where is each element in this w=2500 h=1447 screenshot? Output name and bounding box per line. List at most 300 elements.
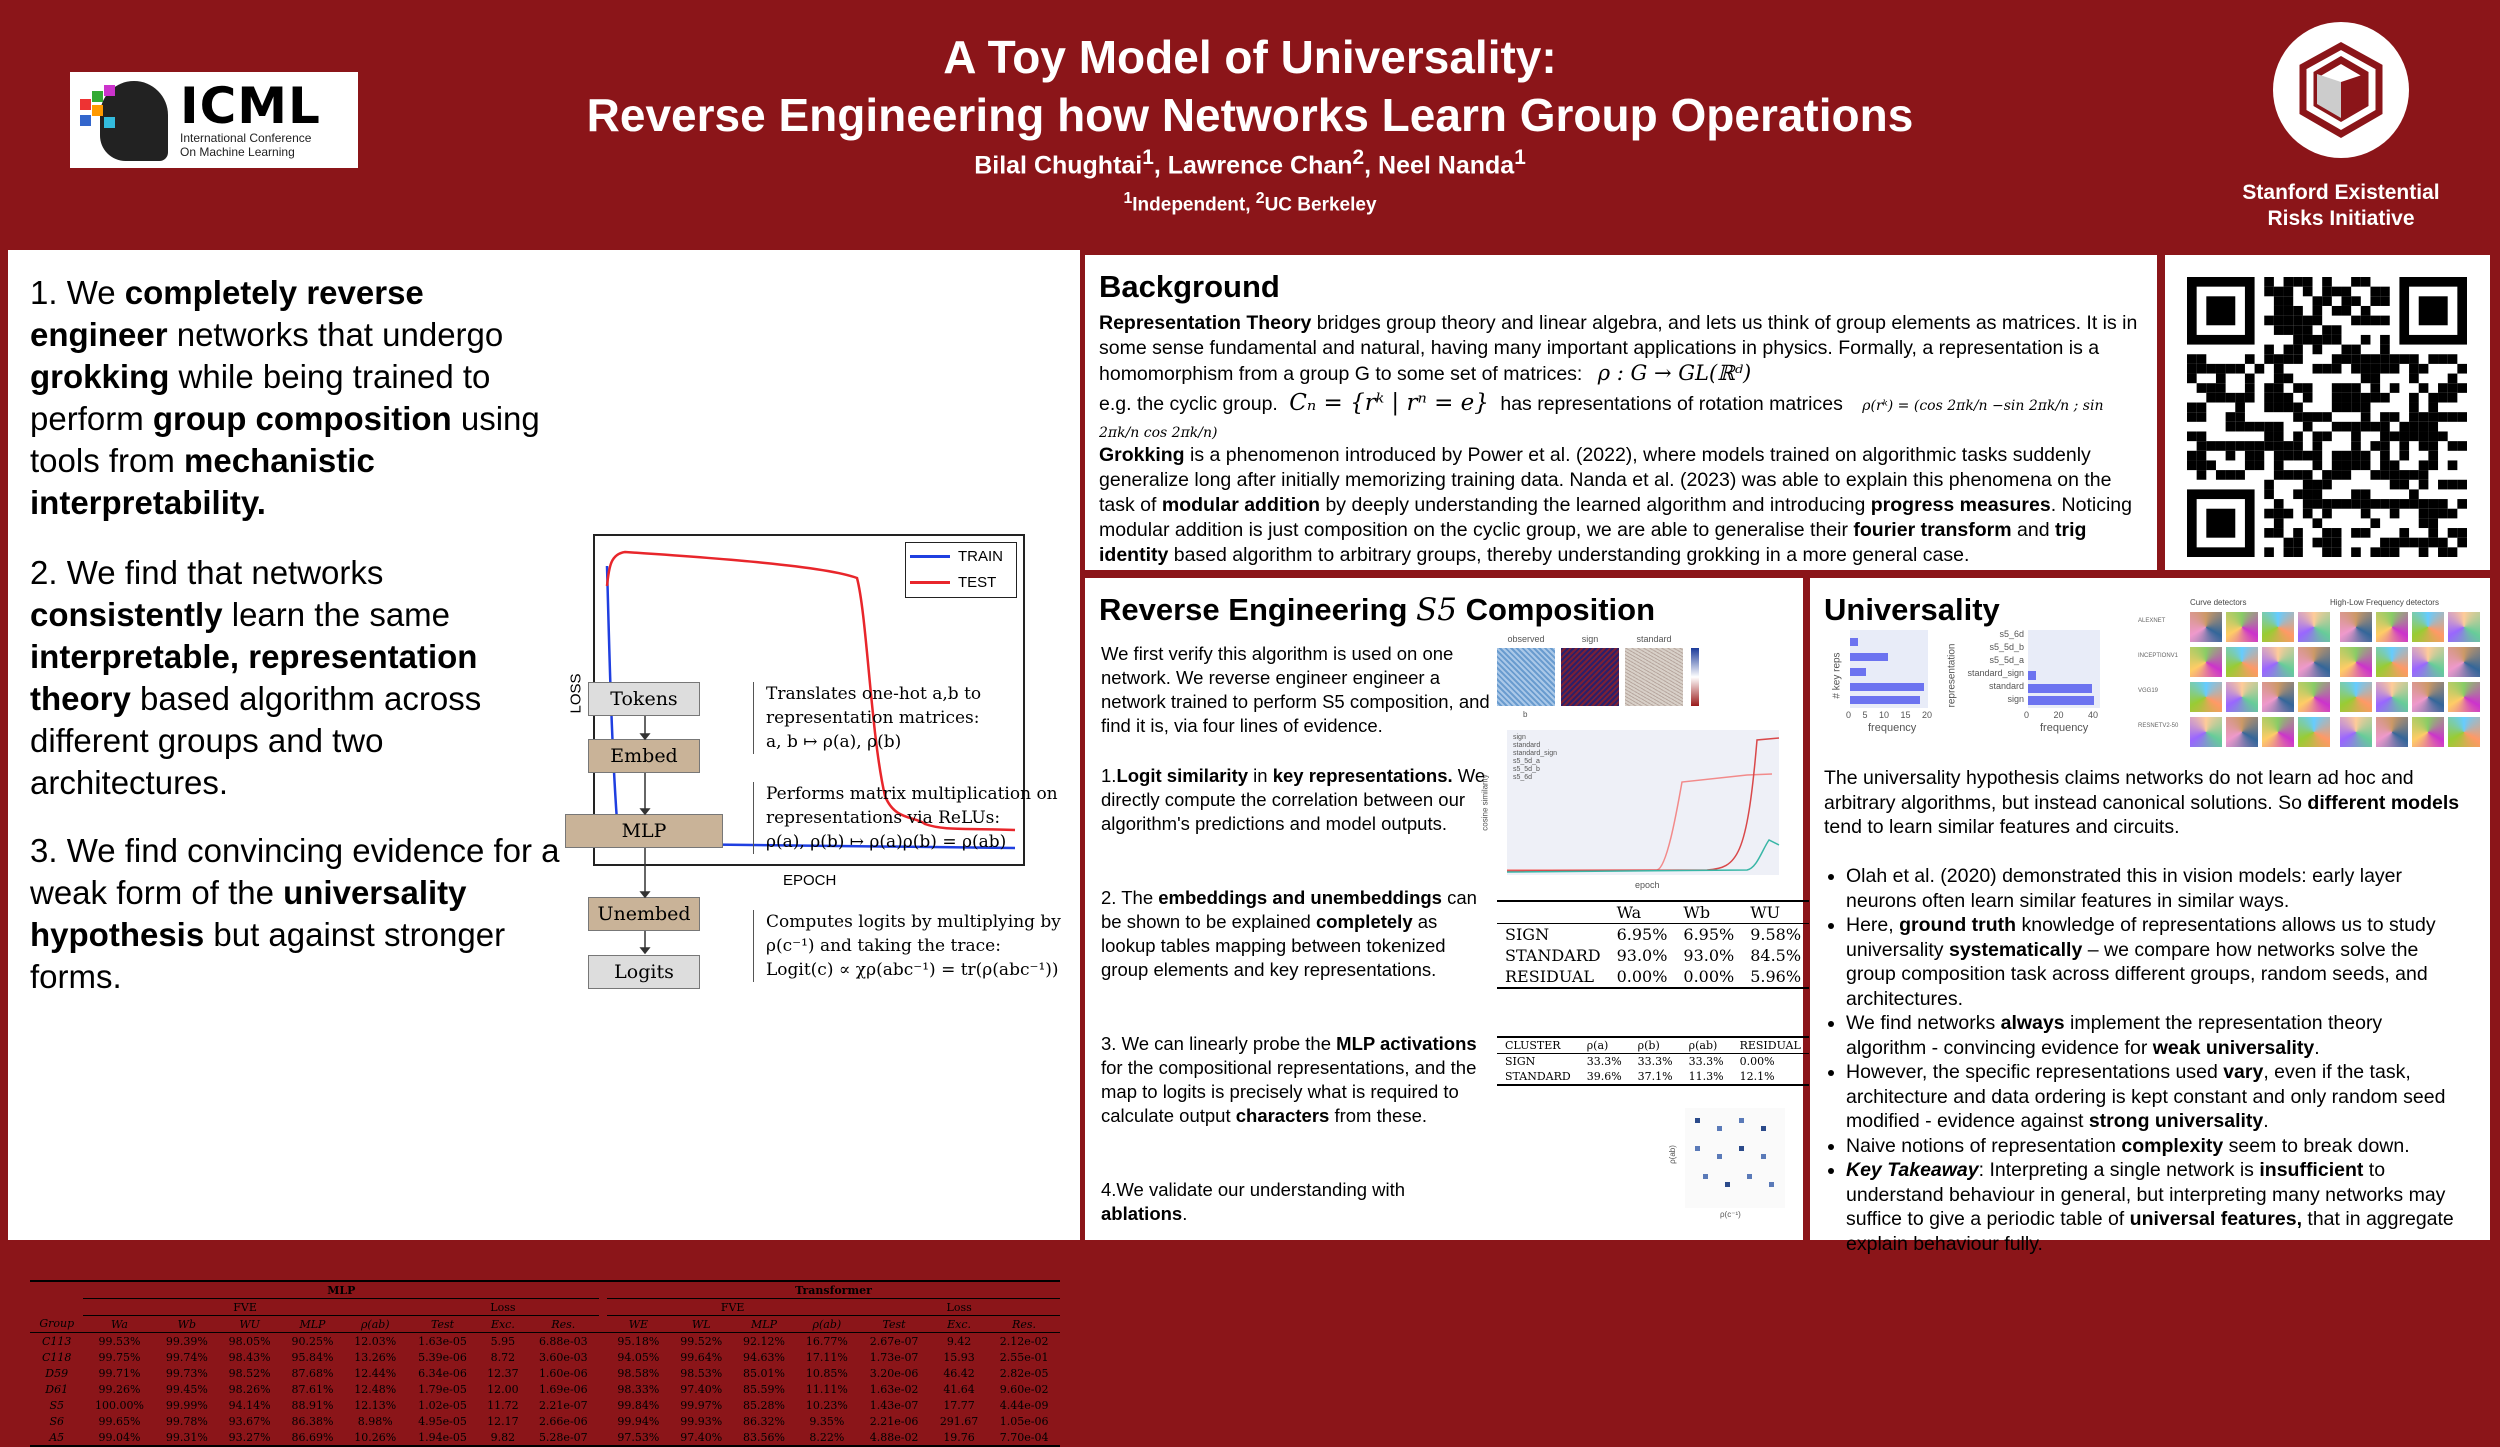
flow-tokens: Tokens xyxy=(588,682,700,716)
table-cell: 99.52% xyxy=(680,1334,723,1348)
table-col-transformer: Exc. xyxy=(930,1316,988,1333)
flow-unembed: Unembed xyxy=(588,897,700,931)
table-cell: 94.14% xyxy=(228,1398,271,1412)
flow-embed: Embed xyxy=(588,739,700,773)
table-cell: 86.69% xyxy=(291,1430,334,1444)
feature-tile xyxy=(2262,682,2294,712)
table-cell: 1.63e-02 xyxy=(869,1382,919,1396)
small-table-cell: SIGN xyxy=(1505,1055,1536,1068)
eq-cyclic: Cₙ = {rᵏ | rⁿ = e} xyxy=(1289,390,1489,416)
flow-logits: Logits xyxy=(588,955,700,989)
table-fve-mlp: FVE xyxy=(83,1299,406,1316)
grid-row-label: INCEPTIONV1 xyxy=(2138,653,2179,659)
table-cell: 12.03% xyxy=(354,1334,397,1348)
table-cell: 99.39% xyxy=(165,1334,208,1348)
bar1-bar xyxy=(1850,696,1920,704)
heatmap-sign xyxy=(1561,648,1619,706)
cosine-line-sign xyxy=(1507,774,1772,870)
universality-bullets xyxy=(1824,864,2464,1256)
table-cell: 97.40% xyxy=(680,1430,723,1444)
table-cell: 15.93 xyxy=(943,1350,975,1364)
table-cell: 99.94% xyxy=(617,1414,660,1428)
table-cell: 97.53% xyxy=(617,1430,660,1444)
feature-tile xyxy=(2190,647,2222,677)
icml-logo xyxy=(70,72,358,168)
cosine-legend-standard-sign: standard_sign xyxy=(1513,750,1557,757)
table-cell: 12.13% xyxy=(354,1398,397,1412)
table-cell: 17.11% xyxy=(805,1350,848,1364)
bullet-takeaway: • Key Takeaway: Interpreting a single network is insufficient to understand behaviour in general, but interpreting many networks may suffice to give a periodic table of universal features, that in aggregate explain behaviour fully. xyxy=(1846,1158,2464,1256)
small-table-header: Wb xyxy=(1683,903,1711,922)
feature-tile xyxy=(2448,682,2480,712)
table-cell: 1.73e-07 xyxy=(869,1350,919,1364)
flow-desc-embed: Translates one-hot a,b to representation matrices: a, b ↦ ρ(a), ρ(b) xyxy=(753,682,1063,754)
background-para-2: e.g. the cyclic group. Cₙ = {rᵏ | rⁿ = e} has representations of rotation matrices ρ(rᵏ) = (cos 2πk/n −sin 2πk/n ; sin 2πk/n cos 2πk/n) xyxy=(1099,390,2104,441)
table-cell: 85.01% xyxy=(743,1366,785,1380)
feature-tile xyxy=(2262,647,2294,677)
table-cell: 4.95e-05 xyxy=(418,1414,467,1428)
bar1-bar xyxy=(1850,638,1858,646)
feature-tile xyxy=(2190,682,2222,712)
table-cell: 1.94e-05 xyxy=(418,1430,467,1444)
cosine-legend-s5-5d-b: s5_5d_b xyxy=(1513,766,1540,773)
scatter-point xyxy=(1695,1118,1700,1123)
table-cell: 4.44e-09 xyxy=(999,1398,1049,1412)
table-transformer-header: Transformer xyxy=(607,1281,1060,1299)
scatter-point xyxy=(1695,1146,1700,1151)
table-cell: 86.38% xyxy=(291,1414,334,1428)
table-cell: 99.65% xyxy=(98,1414,141,1428)
flow-desc-unembed: Computes logits by multiplying by ρ(c⁻¹) and taking the trace: Logit(c) ∝ χρ(abc⁻¹) = tr(ρ(abc⁻¹)) xyxy=(753,910,1073,982)
cosine-xlabel: epoch xyxy=(1635,880,1660,890)
small-table-header: Wa xyxy=(1616,903,1642,922)
table-cell: 1.02e-05 xyxy=(418,1398,467,1412)
table-cell: 87.61% xyxy=(291,1382,334,1396)
table-cell: 19.76 xyxy=(943,1430,975,1444)
feature-tile xyxy=(2412,612,2444,642)
table-col-mlp: WU xyxy=(218,1316,281,1333)
table-cell: 83.56% xyxy=(743,1430,785,1444)
feature-tile xyxy=(2298,612,2330,642)
bar1-tick: 20 xyxy=(1921,710,1932,720)
feature-tile xyxy=(2448,612,2480,642)
table-cell: 13.26% xyxy=(354,1350,397,1364)
feature-tile xyxy=(2412,647,2444,677)
author-3: , Neel Nanda xyxy=(1364,151,1515,180)
bar2-ticks xyxy=(2024,710,2098,720)
table-cell: 10.26% xyxy=(354,1430,397,1444)
table-col-transformer: WE xyxy=(607,1316,670,1333)
hilo-detectors-label: High-Low Frequency detectors xyxy=(2330,598,2439,607)
bar2-category: s5_5d_a xyxy=(1989,655,2024,665)
bar2-tick: 0 xyxy=(2024,710,2030,720)
feature-tile xyxy=(2412,682,2444,712)
loss-y-label: LOSS xyxy=(567,673,585,714)
reverse-intro: We first verify this algorithm is used on one network. We reverse engineer engineer a network trained to perform S5 composition, and find it is, via four lines of evidence. xyxy=(1101,643,1490,736)
scatter-point xyxy=(1703,1174,1708,1179)
author-2-affil: 2 xyxy=(1352,146,1365,169)
heatmap-standard xyxy=(1625,648,1683,706)
small-table-cell: 0.00% xyxy=(1616,967,1668,986)
table-cell: 9.35% xyxy=(809,1414,845,1428)
table-cell: 2.67e-07 xyxy=(869,1334,919,1348)
flow-mlp: MLP xyxy=(565,814,723,848)
bar1-ticks xyxy=(1846,710,1932,720)
icml-head-icon xyxy=(78,77,174,163)
small-table-row xyxy=(1497,1054,1809,1070)
small-table-cell: 37.1% xyxy=(1637,1070,1673,1083)
small-table-cell: SIGN xyxy=(1505,925,1550,944)
table-col-mlp: Exc. xyxy=(478,1316,527,1333)
small-table-header: ρ(b) xyxy=(1637,1039,1660,1052)
bar1-xlabel: frequency xyxy=(1868,722,1917,734)
poster-title xyxy=(420,28,2080,144)
small-table-header: ρ(a) xyxy=(1586,1039,1609,1052)
table-cell: 93.67% xyxy=(228,1414,271,1428)
small-table-header: CLUSTER xyxy=(1505,1039,1561,1052)
bar2-categories xyxy=(1960,628,2024,706)
loss-legend xyxy=(905,542,1017,598)
scatter-point xyxy=(1769,1182,1774,1187)
affil-1: Independent, xyxy=(1132,194,1256,216)
feature-tile xyxy=(2190,717,2222,747)
table-cell: 97.40% xyxy=(680,1382,723,1396)
scatter-point xyxy=(1739,1118,1744,1123)
table-cell: D61 xyxy=(45,1382,69,1396)
scatter-point xyxy=(1739,1146,1744,1151)
bar2-xlabel: frequency xyxy=(2040,722,2089,734)
small-table-row xyxy=(1497,1069,1809,1085)
scatter-point xyxy=(1761,1126,1766,1131)
bar2-category: s5_5d_b xyxy=(1989,642,2024,652)
feature-tile xyxy=(2190,612,2222,642)
table-cell: 99.97% xyxy=(680,1398,723,1412)
author-1-affil: 1 xyxy=(1142,146,1154,169)
feature-tile xyxy=(2226,682,2258,712)
table-cell: 98.43% xyxy=(228,1350,271,1364)
poster-header xyxy=(0,0,2500,240)
table-cell: 93.27% xyxy=(228,1430,271,1444)
table-cell: 6.34e-06 xyxy=(418,1366,467,1380)
scatter-point xyxy=(1717,1154,1722,1159)
table-cell: 99.93% xyxy=(680,1414,723,1428)
table-cell: 1.79e-05 xyxy=(418,1382,467,1396)
feature-tile xyxy=(2262,612,2294,642)
table-cell: 12.48% xyxy=(354,1382,397,1396)
table-cell: 1.43e-07 xyxy=(869,1398,919,1412)
title-line-2: Reverse Engineering how Networks Learn Group Operations xyxy=(586,89,1914,141)
background-title: Background xyxy=(1099,269,1280,304)
universality-intro: The universality hypothesis claims networks do not learn ad hoc and arbitrary algorithms, but instead canonical solutions. So different models tend to learn similar features and circuits. xyxy=(1824,767,2460,838)
bar1-bar xyxy=(1850,683,1924,691)
seri-name xyxy=(2210,180,2472,232)
small-table-cell: 93.0% xyxy=(1683,946,1735,965)
heatmap-observed xyxy=(1497,648,1555,706)
table-cell: 3.60e-03 xyxy=(538,1350,588,1364)
feature-tile xyxy=(2376,682,2408,712)
table-cell: 9.42 xyxy=(946,1334,972,1348)
bar2-tick: 20 xyxy=(2053,710,2064,720)
table-col-mlp: MLP xyxy=(281,1316,344,1333)
table-cell: 2.21e-07 xyxy=(538,1398,588,1412)
feature-tile xyxy=(2340,612,2372,642)
feature-tile xyxy=(2340,682,2372,712)
cosine-ylabel: cosine similarity xyxy=(1480,774,1490,831)
cosine-chart xyxy=(1507,730,1779,875)
small-table-cell: 39.6% xyxy=(1586,1070,1622,1083)
bar2-ylabel: representation xyxy=(1946,643,1958,708)
table-col-transformer: WL xyxy=(670,1316,733,1333)
feature-tile xyxy=(2226,717,2258,747)
scatter-point xyxy=(1761,1154,1766,1159)
table-cell: 1.60e-06 xyxy=(538,1366,588,1380)
small-table-row xyxy=(1497,945,1809,966)
reverse-title: Reverse Engineering S5 Composition xyxy=(1099,592,1656,628)
evidence-2: 2. The embeddings and unembeddings can be shown to be explained completely as lookup tables mapping between tokenized group elements and key representations. xyxy=(1101,887,1477,980)
small-table-header: RESIDUAL xyxy=(1739,1039,1801,1052)
heatmap-label-sign: sign xyxy=(1581,634,1599,644)
feature-tile xyxy=(2340,717,2372,747)
small-table-cell: 33.3% xyxy=(1637,1055,1673,1068)
table-cell: 4.88e-02 xyxy=(869,1430,919,1444)
small-table-cell: 84.5% xyxy=(1750,946,1802,965)
heatmap-xlabel: b xyxy=(1523,710,1528,719)
small-table-cell: 0.00% xyxy=(1739,1055,1775,1068)
affil-1-sup: 1 xyxy=(1123,190,1133,207)
table-cell: 2.55e-01 xyxy=(999,1350,1049,1364)
table-cell: 2.21e-06 xyxy=(869,1414,919,1428)
table-cell: 95.84% xyxy=(291,1350,334,1364)
qr-panel[interactable] xyxy=(2165,255,2490,570)
feature-tile xyxy=(2412,717,2444,747)
small-table-cell: 93.0% xyxy=(1616,946,1668,965)
grid-row-label: RESNETV2-50 xyxy=(2138,723,2179,729)
bullet-complexity: • Naive notions of representation complexity seem to break down. xyxy=(1846,1134,2464,1159)
authors xyxy=(420,146,2080,180)
flow-arrows xyxy=(638,716,652,956)
table-cell: 99.31% xyxy=(165,1430,208,1444)
table-cell: D59 xyxy=(45,1366,69,1380)
bar2-bar xyxy=(2028,696,2094,705)
table-cell: 99.45% xyxy=(165,1382,208,1396)
small-table-header: ρ(ab) xyxy=(1688,1039,1718,1052)
table-cell: 99.04% xyxy=(98,1430,141,1444)
icml-wordmark: ICML xyxy=(180,77,321,135)
scatter-xlabel: ρ(c⁻¹) xyxy=(1720,1210,1741,1219)
heatmap-colorbar xyxy=(1691,648,1699,706)
table-mlp-header: MLP xyxy=(83,1281,599,1299)
cluster-table xyxy=(1497,1036,1809,1086)
legend-train: TRAIN xyxy=(958,547,1003,565)
table-cell: 12.17 xyxy=(487,1414,519,1428)
author-3-affil: 1 xyxy=(1514,146,1526,169)
bar2-bar xyxy=(2028,671,2036,680)
table-cell: 99.74% xyxy=(165,1350,208,1364)
feature-tile xyxy=(2298,647,2330,677)
small-table-cell: RESIDUAL xyxy=(1505,967,1595,986)
small-table-header: WU xyxy=(1750,903,1781,922)
results-table xyxy=(30,1280,1060,1447)
scatter-point xyxy=(1725,1182,1730,1187)
claim-1: 1. We completely reverse engineer networks that undergo grokking while being trained to perform group composition using tools from mechanistic interpretability. xyxy=(30,274,540,521)
table-row xyxy=(30,1381,1060,1397)
table-cell: 99.64% xyxy=(680,1350,723,1364)
table-group-col: Group xyxy=(30,1316,83,1333)
bar2-category: s5_6d xyxy=(1999,629,2024,639)
table-cell: C113 xyxy=(42,1334,72,1348)
table-cell: 94.63% xyxy=(743,1350,785,1364)
evidence-3: 3. We can linearly probe the MLP activations for the compositional representations, and the map to logits is precisely what is required to calculate output characters from these. xyxy=(1101,1033,1477,1126)
table-cell: 99.26% xyxy=(98,1382,141,1396)
table-cell: 5.95 xyxy=(490,1334,516,1348)
table-cell: 1.69e-06 xyxy=(538,1382,588,1396)
title-line-1: A Toy Model of Universality: xyxy=(943,31,1557,83)
cosine-line-standard-sign xyxy=(1507,840,1779,872)
claim-2: 2. We find that networks consistently learn the same interpretable, representation theory based algorithm across different groups and two architectures. xyxy=(30,554,482,801)
bar-chart-key-reps xyxy=(1850,630,1928,708)
bar2-category: standard_sign xyxy=(1967,668,2024,678)
table-cell: 86.32% xyxy=(743,1414,785,1428)
author-2: , Lawrence Chan xyxy=(1153,151,1353,180)
fve-table xyxy=(1497,900,1809,989)
table-cell: 12.00 xyxy=(487,1382,519,1396)
table-cell: 8.22% xyxy=(809,1430,845,1444)
table-cell: 2.82e-05 xyxy=(999,1366,1049,1380)
table-row xyxy=(30,1349,1060,1365)
table-cell: 99.73% xyxy=(165,1366,208,1380)
bar2-category: standard xyxy=(1988,681,2024,691)
bar1-tick: 0 xyxy=(1846,710,1852,720)
feature-visualization-grid xyxy=(2138,612,2478,752)
universality-panel xyxy=(1810,578,2490,1255)
bar1-tick: 5 xyxy=(1862,710,1868,720)
feature-tile xyxy=(2448,647,2480,677)
table-row xyxy=(30,1365,1060,1381)
table-cell: 3.20e-06 xyxy=(869,1366,919,1380)
table-cell: 99.84% xyxy=(617,1398,660,1412)
table-cell: 1.05e-06 xyxy=(999,1414,1049,1428)
table-cell: 98.53% xyxy=(680,1366,723,1380)
table-cell: 90.25% xyxy=(291,1334,334,1348)
heatmap-label-observed: observed xyxy=(1507,634,1545,644)
small-table-cell: STANDARD xyxy=(1505,1070,1571,1083)
table-cell: 5.39e-06 xyxy=(418,1350,467,1364)
eq-representation: ρ : G → GL(ℝᵈ) xyxy=(1597,361,1752,385)
table-cell: S6 xyxy=(49,1414,64,1428)
author-1: Bilal Chughtai xyxy=(974,151,1143,180)
table-col-transformer: MLP xyxy=(733,1316,796,1333)
small-table-row xyxy=(1497,966,1809,988)
heatmap-label-standard: standard xyxy=(1636,634,1672,644)
table-cell: 11.11% xyxy=(805,1382,848,1396)
cosine-legend-standard: standard xyxy=(1513,742,1541,749)
bar1-bar xyxy=(1850,653,1888,661)
table-cell: 1.63e-05 xyxy=(418,1334,467,1348)
seri-line-2: Risks Initiative xyxy=(2267,207,2415,230)
seri-logo-icon xyxy=(2273,22,2409,158)
qr-code-icon[interactable] xyxy=(2187,277,2467,557)
feature-tile xyxy=(2340,647,2372,677)
table-cell: 9.60e-02 xyxy=(999,1382,1049,1396)
table-cell: 98.58% xyxy=(617,1366,660,1380)
cosine-legend xyxy=(1513,734,1557,782)
table-cell: 291.67 xyxy=(939,1414,979,1428)
affiliations xyxy=(420,190,2080,216)
table-col-mlp: Res. xyxy=(527,1316,599,1333)
table-col-mlp: ρ(ab) xyxy=(344,1316,407,1333)
table-cell: A5 xyxy=(49,1430,65,1444)
table-loss-mlp: Loss xyxy=(407,1299,599,1316)
small-table-cell: 11.3% xyxy=(1688,1070,1724,1083)
reverse-engineering-panel xyxy=(1085,578,1803,1240)
bar1-tick: 10 xyxy=(1878,710,1889,720)
table-cell: 99.75% xyxy=(98,1350,141,1364)
table-cell: 94.05% xyxy=(617,1350,660,1364)
scatter-point xyxy=(1747,1174,1752,1179)
table-cell: S5 xyxy=(49,1398,64,1412)
table-cell: 87.68% xyxy=(291,1366,334,1380)
small-table-header xyxy=(1497,901,1609,924)
bar1-bar xyxy=(1850,668,1866,676)
feature-tile xyxy=(2448,717,2480,747)
icml-subtitle-1: International Conference xyxy=(180,131,312,145)
table-cell: 10.23% xyxy=(805,1398,848,1412)
small-table-cell: 6.95% xyxy=(1616,925,1668,944)
bar1-ylabel: # key reps xyxy=(1831,652,1843,699)
feature-tile xyxy=(2226,612,2258,642)
scatter-ylabel: ρ(ab) xyxy=(1667,1145,1677,1164)
bar1-tick: 15 xyxy=(1900,710,1911,720)
evidence-1: 1.Logit similarity in key representations. We directly compute the correlation between our algorithm's predictions and model outputs. xyxy=(1101,765,1486,834)
grid-row-label: VGG19 xyxy=(2138,688,2159,694)
curve-detectors-label: Curve detectors xyxy=(2190,598,2247,607)
affil-2-sup: 2 xyxy=(1255,190,1265,207)
probe-scatter xyxy=(1685,1108,1785,1208)
table-col-mlp: Test xyxy=(407,1316,479,1333)
feature-tile xyxy=(2376,612,2408,642)
grid-row-label: ALEXNET xyxy=(2138,618,2166,624)
affil-2: UC Berkeley xyxy=(1264,194,1377,216)
cosine-legend-sign: sign xyxy=(1513,734,1526,741)
background-para-1: Representation Theory bridges group theory and linear algebra, and lets us think of group elements as matrices. It is in some sense fundamental and natural, having many important applications in physics. Formally, a representation is a homomorphism from a group G to some set of matrices: ρ : G → GL(ℝᵈ) xyxy=(1099,312,2138,385)
table-cell: 8.72 xyxy=(490,1350,516,1364)
table-cell: 88.91% xyxy=(291,1398,334,1412)
table-row xyxy=(30,1429,1060,1446)
table-cell: 98.05% xyxy=(228,1334,271,1348)
table-cell: 7.70e-04 xyxy=(999,1430,1049,1444)
table-cell: 17.77 xyxy=(943,1398,975,1412)
small-table-cell: 33.3% xyxy=(1688,1055,1724,1068)
table-cell: 92.12% xyxy=(743,1334,785,1348)
small-table-row xyxy=(1497,924,1809,946)
seri-line-1: Stanford Existential xyxy=(2242,181,2440,204)
table-fve-tr: FVE xyxy=(607,1299,858,1316)
feature-tile xyxy=(2298,717,2330,747)
small-table-cell: 33.3% xyxy=(1586,1055,1622,1068)
table-cell: 98.33% xyxy=(617,1382,660,1396)
table-cell: 99.78% xyxy=(165,1414,208,1428)
table-col-mlp: Wb xyxy=(155,1316,218,1333)
table-cell: C118 xyxy=(42,1350,72,1364)
table-cell: 95.18% xyxy=(617,1334,660,1348)
table-cell: 99.99% xyxy=(165,1398,208,1412)
table-cell: 99.71% xyxy=(98,1366,141,1380)
small-table-cell: STANDARD xyxy=(1505,946,1601,965)
claim-3: 3. We find convincing evidence for a weak form of the universality hypothesis but against stronger forms. xyxy=(30,832,560,995)
feature-tile xyxy=(2376,647,2408,677)
loss-x-label: EPOCH xyxy=(783,872,837,889)
background-para-3: Grokking is a phenomenon introduced by Power et al. (2022), where models trained on algorithmic tasks suddenly generalize long after initially memorizing training data. Nanda et al. (2023) was able to explain this phenomena on the task of modular addition by deeply understanding the learned algorithm and introducing progress measures. Noticing modular addition is just composition on the cyclic group, we are able to generalise their fourier transform and trig identity based algorithm to arbitrary groups, thereby understanding grokking in a more general case. xyxy=(1099,444,2132,566)
